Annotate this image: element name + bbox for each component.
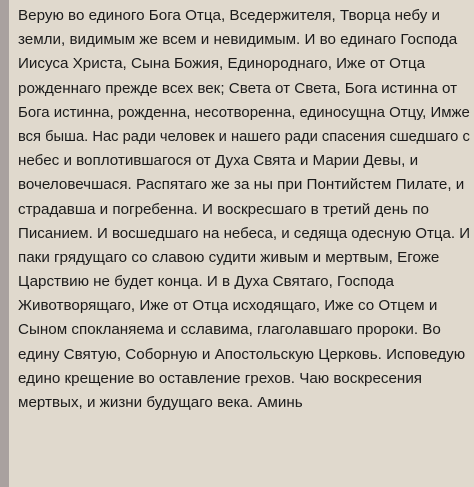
text-line: рожденнаго прежде всех век; Света от Света, Бога истинна от [18,79,458,97]
text-line: едино крещение во оставление грехов. Чаю воскресения [18,369,423,387]
text-line: Писанием. И восшедшаго на небеса, и седяща одесную Отца. И [18,224,471,242]
text-line: Царствию не будет конца. И в Духа Святаго, Господа [18,273,394,291]
text-line: едину Святую, Соборную и Апостольскую Церковь. Исповедую [18,345,466,363]
text-line: вся быша. Нас ради человек и нашего ради спасения сшедшаго с [18,127,470,145]
text-line: Бога истинна, рожденна, несотворенна, единосущна Отцу, Имже [18,103,470,121]
text-line: Животворящаго, Иже от Отца исходящаго, Иже со Отцем и [18,297,438,315]
text-line: паки грядущаго со славою судити живым и мертвым, Егоже [18,248,440,266]
text-line: Верую во единого Бога Отца, Вседержителя, Творца небу и [18,7,440,24]
text-line: Иисуса Христа, Сына Божия, Единороднаго, Иже от Отца [18,55,426,73]
text-line: страдавша и погребенна. И воскресшаго в третий день по [18,200,429,218]
text-line: мертвых, и жизни будущаго века. Аминь [18,394,303,411]
left-border-bar [0,0,9,487]
text-line: Сыном спокланяема и сславима, глаголавшаго пророки. Во [18,321,441,339]
creed-text-block [18,4,470,415]
text-line: вочеловечшася. Распятаго же за ны при Понтийстем Пилате, и [18,176,465,194]
text-line: земли, видимым же всем и невидимым. И во единаго Господа [18,31,458,49]
text-line: небес и воплотившагося от Духа Свята и Марии Девы, и [18,152,419,170]
